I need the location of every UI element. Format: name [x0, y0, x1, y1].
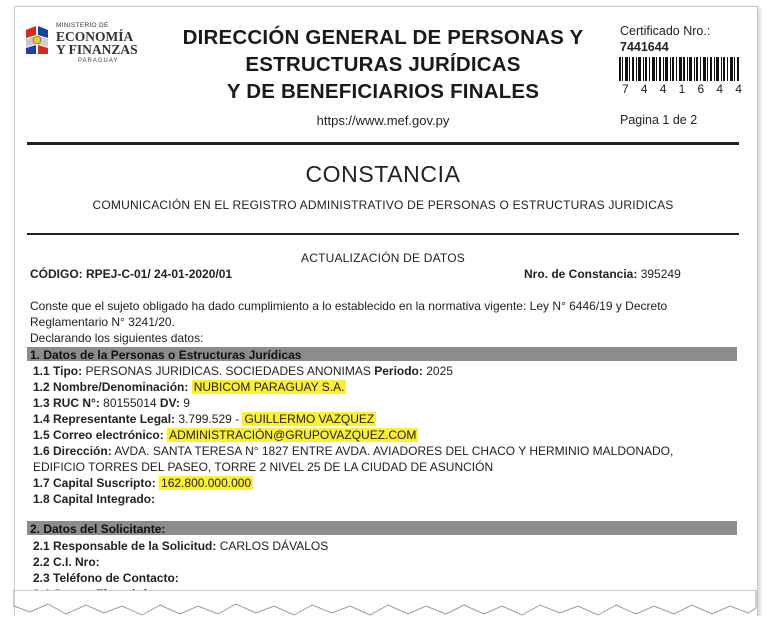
torn-edge [0, 590, 770, 629]
ministry-name-line1: ECONOMÍA [56, 29, 134, 44]
ruc-label: 1.3 RUC N°: [33, 396, 100, 410]
document-heading: CONSTANCIA [305, 161, 461, 187]
periodo-value: 2025 [426, 364, 453, 378]
field-direccion [33, 444, 673, 458]
field-email [33, 428, 418, 442]
ministry-country: PARAGUAY [78, 58, 119, 64]
page-indicator: Pagina 1 de 2 [620, 113, 698, 127]
certificate-number: 7441644 [620, 40, 669, 54]
title-line1: DIRECCIÓN GENERAL DE PERSONAS Y [182, 26, 584, 49]
certificate-label: Certificado Nro.: [620, 24, 711, 38]
field-responsable [33, 539, 328, 553]
field-tipo [33, 364, 453, 378]
document-subheading: COMUNICACIÓN EN EL REGISTRO ADMINISTRATIVO DE PERSONAS O ESTRUCTURAS JURIDICAS [92, 198, 674, 212]
tipo-value: PERSONAS JURIDICAS. SOCIEDADES ANONIMAS [85, 364, 371, 378]
constancia-value: 395249 [640, 267, 681, 281]
field-telefono [33, 571, 179, 585]
title-line3: Y DE BENEFICIARIOS FINALES [226, 80, 540, 103]
page-title [160, 24, 606, 105]
capital-suscripto-label: 1.7 Capital Suscripto: [33, 476, 156, 490]
dv-value: 9 [183, 396, 190, 410]
constancia-label: Nro. de Constancia: [524, 267, 638, 281]
section2-title: 2. Datos del Solicitante: [30, 522, 166, 536]
representante-name: GUILLERMO VAZQUEZ [244, 412, 375, 426]
intro-line3: Declarando los siguientes datos: [30, 331, 204, 345]
direccion-label: 1.6 Dirección: [33, 444, 112, 458]
section-divider [27, 233, 739, 235]
representante-id: 3.799.529 - [178, 412, 240, 426]
telefono-label: 2.3 Teléfono de Contacto: [33, 571, 179, 585]
email-label: 1.5 Correo electrónico: [33, 428, 164, 442]
constancia-number [524, 267, 681, 281]
ci-label: 2.2 C.I. Nro: [33, 555, 100, 569]
tipo-label: 1.1 Tipo: [33, 364, 83, 378]
barcode-digits: 7441644 [622, 82, 755, 96]
direccion-line1: AVDA. SANTA TERESA N° 1827 ENTRE AVDA. AVIADORES DEL CHACO Y HERMINIO MALDONADO, [114, 444, 674, 458]
intro-line1: Conste que el sujeto obligado ha dado cumplimiento a lo establecido en la normativa vigente: Ley N° 6446/19 y Decreto [30, 299, 668, 313]
document-code: CÓDIGO: RPEJ-C-01/ 24-01-2020/01 [30, 267, 233, 281]
responsable-label: 2.1 Responsable de la Solicitud: [33, 539, 217, 553]
title-line2: ESTRUCTURAS JURÍDICAS [245, 53, 521, 76]
update-label: ACTUALIZACIÓN DE DATOS [301, 251, 465, 265]
ruc-value: 80155014 [103, 396, 157, 410]
intro-line2: Reglamentario N° 3241/20. [30, 315, 175, 329]
field-ruc [33, 396, 190, 410]
representante-label: 1.4 Representante Legal: [33, 412, 176, 426]
nombre-value: NUBICOM PARAGUAY S.A. [193, 380, 345, 394]
ministry-label: MINISTERIO DE [56, 22, 109, 29]
ministry-name [56, 30, 138, 56]
dv-label: DV: [159, 396, 180, 410]
ministry-logo [22, 18, 147, 66]
field-ci [33, 555, 100, 569]
website-link[interactable]: https://www.mef.gov.py [316, 113, 450, 128]
section1-title: 1. Datos de la Personas o Estructuras Jurídicas [30, 348, 302, 362]
barcode-icon [619, 57, 739, 81]
field-capital-suscripto [33, 476, 253, 490]
periodo-label: Periodo: [374, 364, 423, 378]
capital-suscripto-value: 162.800.000.000 [161, 476, 252, 490]
capital-integrado-label: 1.8 Capital Integrado: [33, 492, 156, 506]
header-divider [27, 142, 739, 145]
nombre-label: 1.2 Nombre/Denominación: [33, 380, 189, 394]
field-representante [33, 412, 376, 426]
ministry-name-line2: Y FINANZAS [56, 42, 138, 57]
responsable-value: CARLOS DÁVALOS [219, 539, 329, 553]
field-capital-integrado [33, 492, 155, 506]
paraguay-flag-icon [22, 26, 52, 54]
direccion-line2: EDIFICIO TORRES DEL PASEO, TORRE 2 NIVEL 25 DE LA CIUDAD DE ASUNCIÓN [33, 460, 494, 474]
email-value: ADMINISTRACIÓN@GRUPOVAZQUEZ.COM [169, 428, 417, 442]
field-nombre [33, 380, 346, 394]
